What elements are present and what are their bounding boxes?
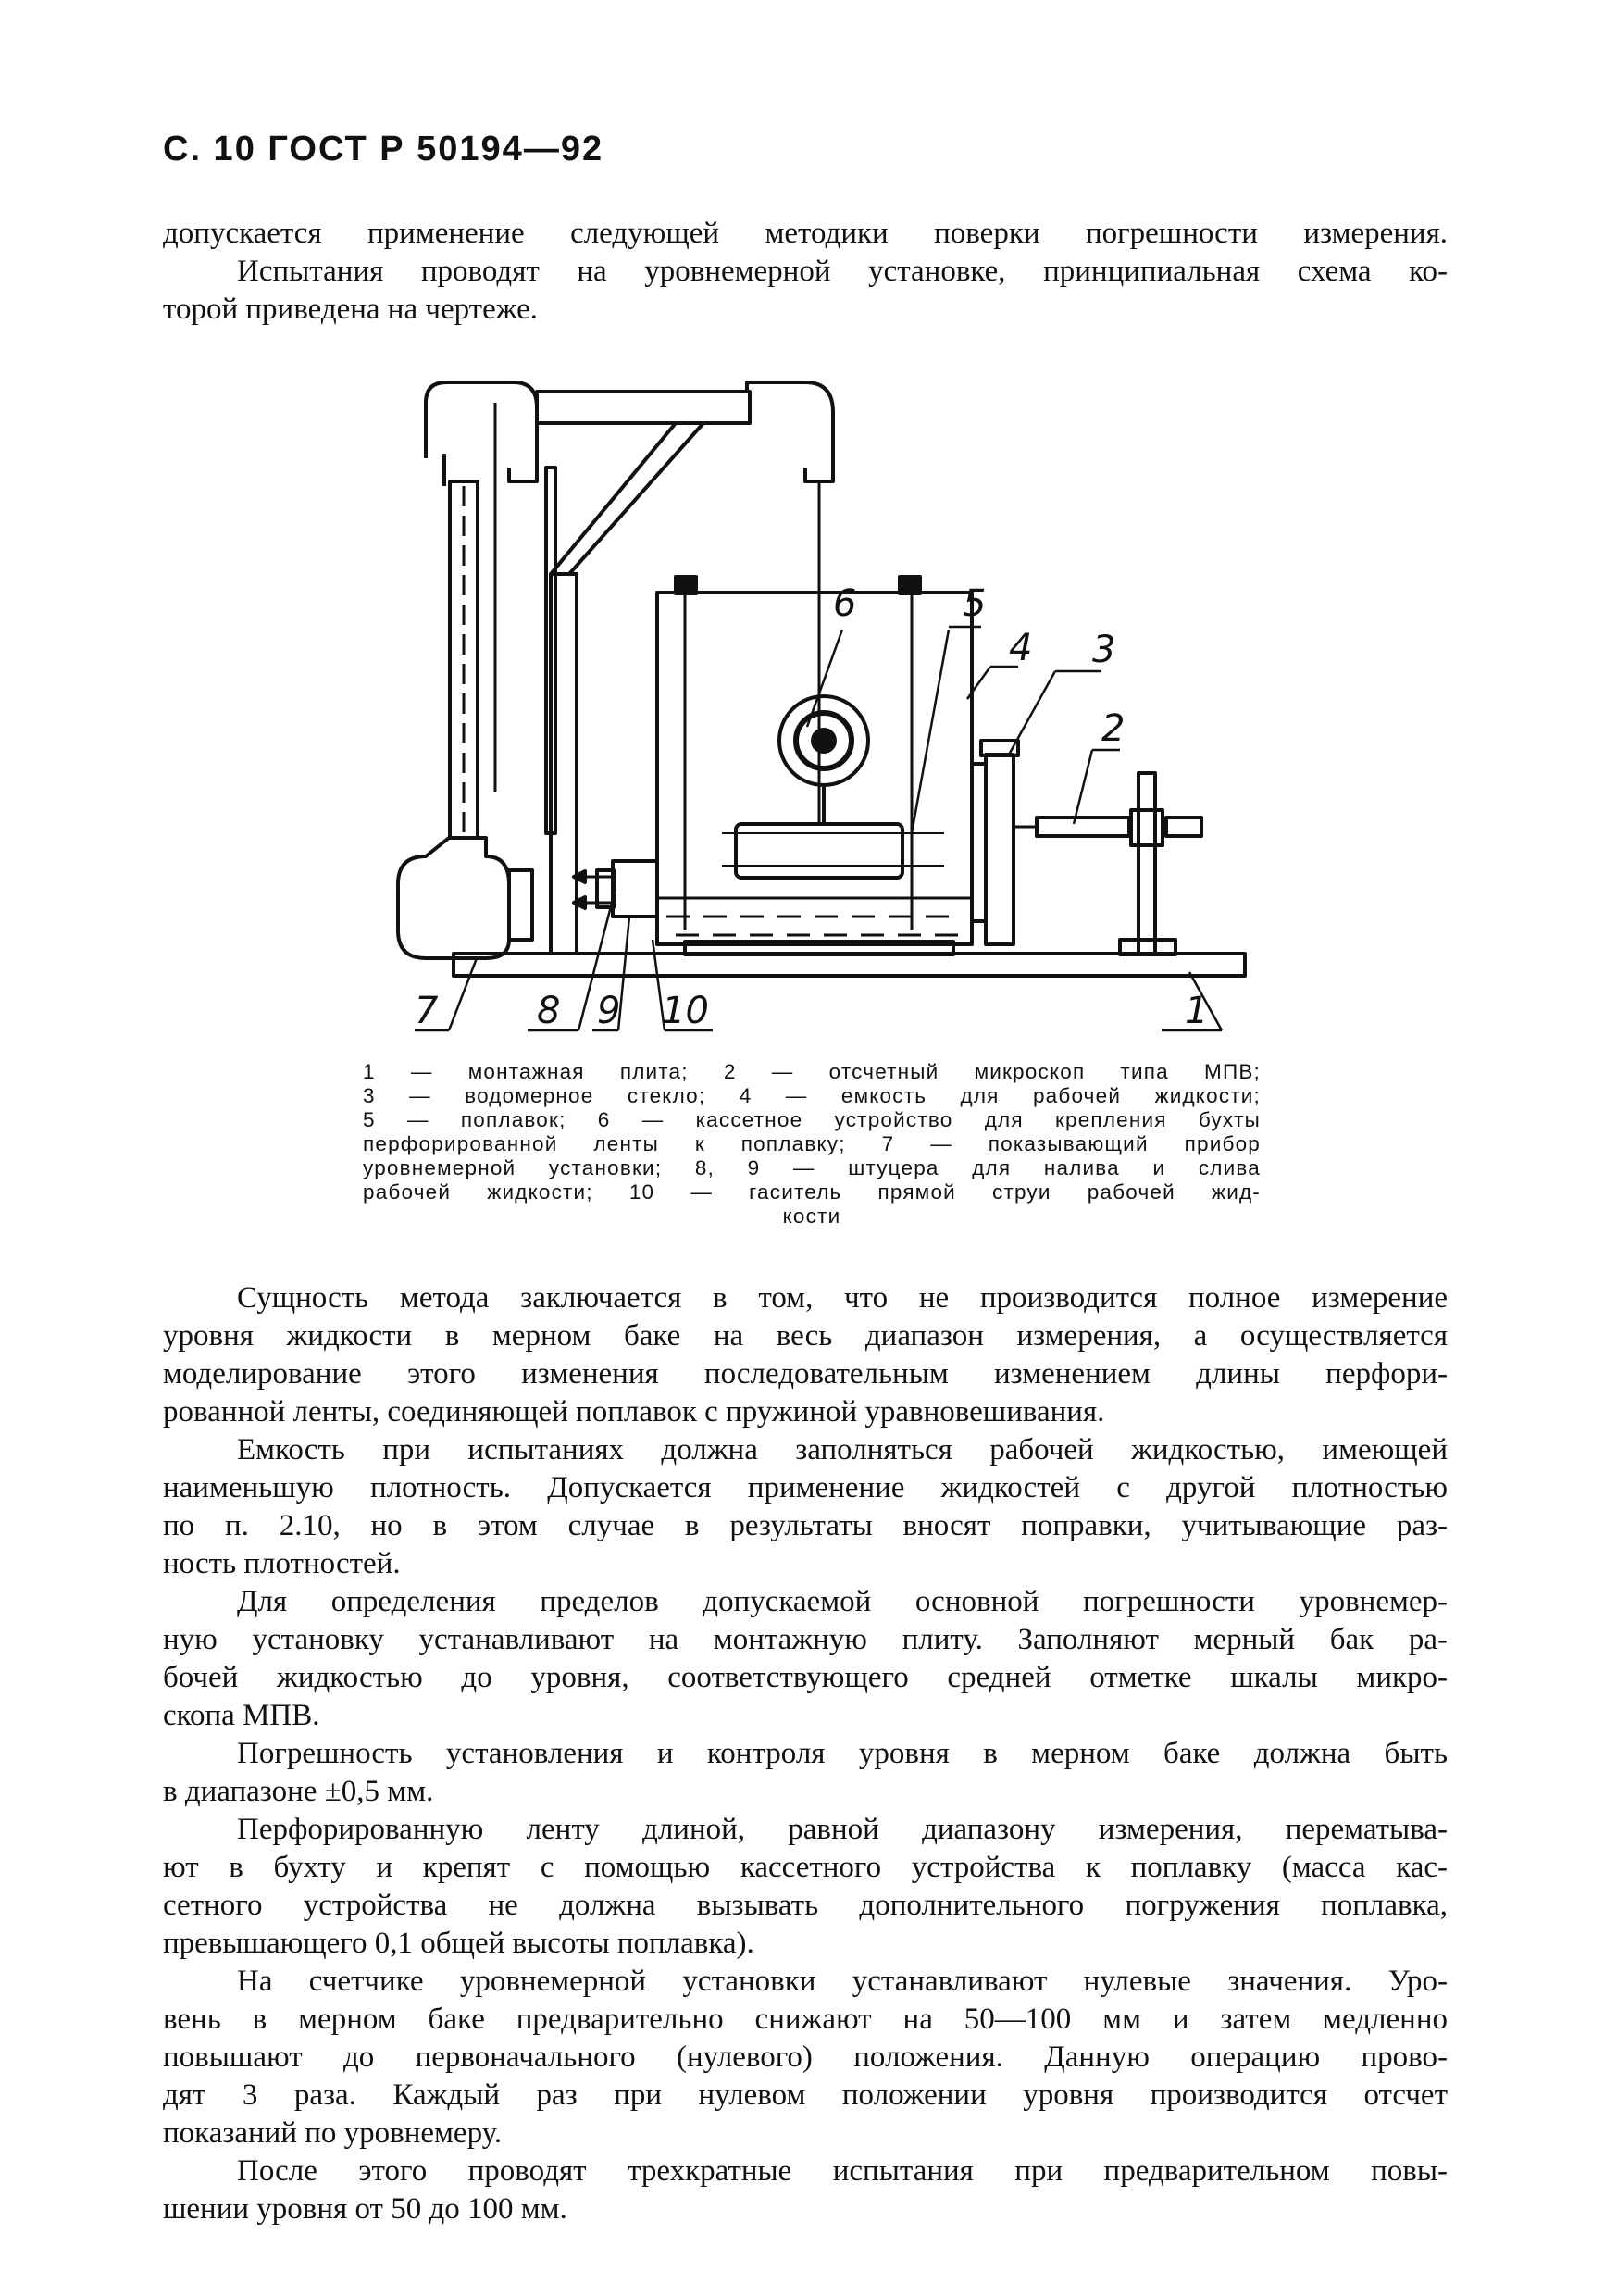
text-line: дят 3 раза. Каждый раз при нулевом положении уровня производится отсчет [163, 2078, 1448, 2112]
indicator-device [398, 838, 509, 958]
text-line: рованной ленты, соединяющей поплавок с пружиной уравновешивания. [163, 1395, 1105, 1429]
text-line: по п. 2.10, но в этом случае в результаты вносят поправки, учитывающие раз- [163, 1509, 1448, 1542]
text-line: уровня жидкости в мерном баке на весь диапазон измерения, а осуществляется [163, 1319, 1448, 1353]
mounting-plate [454, 954, 1245, 976]
intro-line-1: допускается применение следующей методики поверки погрешности измерения. [163, 217, 1448, 250]
paragraph-liquid-density [163, 1431, 1448, 1583]
text-line: На счетчике уровнемерной установки устанавливают нулевые значения. Уро- [237, 1965, 1448, 1998]
page-header: С. 10 ГОСТ Р 50194—92 [163, 130, 604, 168]
caption-line: 5 — поплавок; 6 — кассетное устройство для крепления бухты [363, 1108, 1261, 1131]
diagram-callout-labels [415, 582, 1208, 1032]
float [736, 824, 902, 878]
intro-text [163, 215, 1448, 329]
text-line: наименьшую плотность. Допускается применение жидкостей с другой плотностью [163, 1471, 1448, 1504]
text-line: Погрешность установления и контроля уровня в мерном баке должна быть [237, 1737, 1448, 1770]
figure-caption [363, 1060, 1261, 1229]
text-line: После этого проводят трехкратные испытания при предварительном повы- [237, 2154, 1448, 2188]
caption-line: перфорированной ленты к поплавку; 7 — показывающий прибор [363, 1132, 1261, 1155]
paragraph-perforated-tape [163, 1811, 1448, 1963]
callout-10: 10 [662, 990, 709, 1032]
text-line: Для определения пределов допускаемой основной погрешности уровнемер- [237, 1585, 1448, 1618]
caption-line: 3 — водомерное стекло; 4 — емкость для рабочей жидкости; [363, 1084, 1261, 1107]
text-line: повышают до первоначального (нулевого) положения. Данную операцию прово- [163, 2040, 1448, 2074]
paragraph-zero-setting [163, 1963, 1448, 2152]
paragraph-level-accuracy [163, 1735, 1448, 1811]
text-line: ную установку устанавливают на монтажную плиту. Заполняют мерный бак ра- [163, 1623, 1448, 1656]
intro-line-3: торой приведена на чертеже. [163, 293, 539, 326]
text-line: вень в мерном баке предварительно снижают на 50—100 мм и затем медленно [163, 2003, 1448, 2036]
paragraph-triple-test [163, 2152, 1448, 2228]
text-line: в диапазоне ±0,5 мм. [163, 1775, 434, 1808]
caption-line: 1 — монтажная плита; 2 — отсчетный микроскоп типа МПВ; [363, 1060, 1261, 1083]
text-line: ют в бухту и крепят с помощью кассетного устройства к поплавку (масса кас- [163, 1851, 1448, 1884]
paragraph-error-limits [163, 1583, 1448, 1735]
caption-line: кости [782, 1204, 841, 1228]
text-line: шении уровня от 50 до 100 мм. [163, 2192, 567, 2226]
text-line: Перфорированную ленту длиной, равной диапазону измерения, перематыва- [237, 1813, 1448, 1846]
callout-8: 8 [537, 990, 561, 1032]
text-line: превышающего 0,1 общей высоты поплавка). [163, 1927, 754, 1960]
text-line: бочей жидкостью до уровня, соответствующего средней отметке шкалы микро- [163, 1661, 1448, 1694]
text-line: Сущность метода заключается в том, что не производится полное измерение [237, 1281, 1448, 1315]
callout-4: 4 [1009, 627, 1033, 669]
fittings [613, 861, 657, 917]
top-crossbar [537, 392, 750, 423]
text-line: ность плотностей. [163, 1547, 401, 1580]
liquid-dashes [666, 917, 958, 935]
callout-1: 1 [1185, 990, 1209, 1032]
text-line: сетного устройства не должна вызывать дополнительного погружения поплавка, [163, 1889, 1448, 1922]
text-line: скопа МПВ. [163, 1699, 320, 1732]
text-line: моделирование этого изменения последовательным изменением длины перфори- [163, 1357, 1448, 1391]
text-line: Емкость при испытаниях должна заполняться рабочей жидкостью, имеющей [237, 1433, 1448, 1466]
microscope-tube [1037, 817, 1129, 836]
intro-line-2: Испытания проводят на уровнемерной установке, принципиальная схема ко- [237, 255, 1448, 288]
right-pulley-housing [747, 382, 833, 481]
caption-line: уровнемерной установки; 8, 9 — штуцера для налива и слива [363, 1156, 1261, 1179]
level-gauge-test-rig-diagram [370, 366, 1259, 1032]
caption-line: рабочей жидкости; 10 — гаситель прямой струи рабочей жид- [363, 1180, 1261, 1204]
diagram-svg [370, 366, 1259, 1032]
callout-2: 2 [1101, 707, 1126, 750]
callout-6: 6 [833, 582, 857, 625]
paragraph-method-essence [163, 1279, 1448, 1431]
microscope-stand [1138, 773, 1155, 954]
callout-5: 5 [963, 582, 987, 625]
text-line: показаний по уровнемеру. [163, 2116, 503, 2150]
callout-7: 7 [415, 990, 439, 1032]
water-gauge-glass [986, 755, 1014, 944]
callout-9: 9 [597, 990, 621, 1032]
callout-3: 3 [1092, 629, 1116, 671]
